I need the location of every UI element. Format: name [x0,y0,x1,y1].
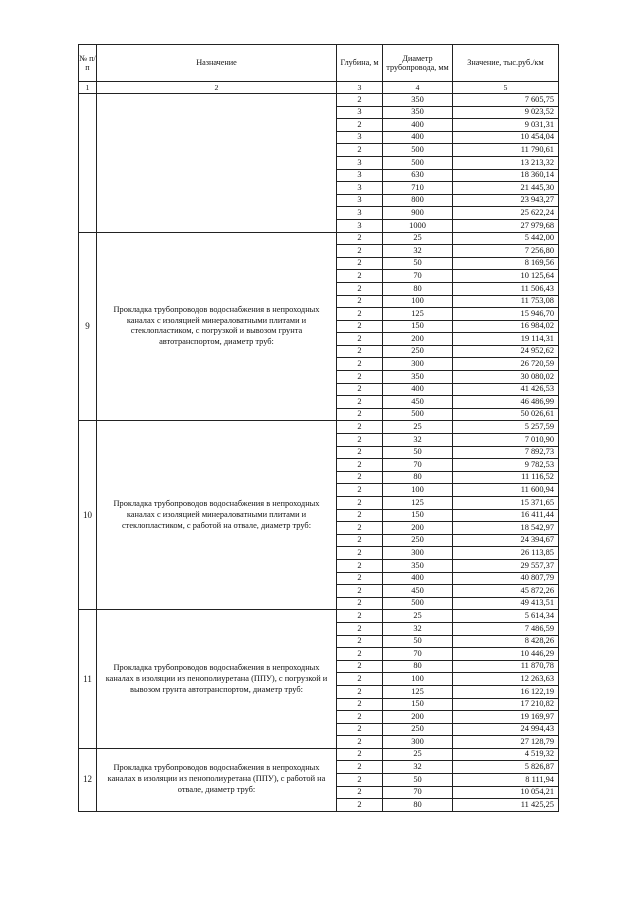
item-number: 10 [79,421,97,610]
depth-cell: 2 [337,446,383,459]
depth-cell: 2 [337,144,383,157]
value-cell: 9 023,52 [453,106,559,119]
diameter-cell: 80 [383,660,453,673]
diameter-cell: 800 [383,194,453,207]
value-cell: 8 169,56 [453,257,559,270]
depth-cell: 2 [337,434,383,447]
diameter-cell: 50 [383,257,453,270]
depth-cell: 2 [337,94,383,107]
depth-cell: 2 [337,748,383,761]
depth-cell: 2 [337,471,383,484]
item-purpose: Прокладка трубопроводов водоснабжения в непроходных каналах с изоляцией минераловатными плитами и стеклопластиком, с погрузкой и вывозом грунта автотранспортом, диаметр труб: [97,232,337,421]
diameter-cell: 300 [383,736,453,749]
table-row [79,421,559,434]
depth-cell: 2 [337,459,383,472]
depth-cell: 2 [337,585,383,598]
diameter-cell: 400 [383,131,453,144]
column-number: 4 [383,82,453,94]
depth-cell: 2 [337,295,383,308]
value-cell: 19 169,97 [453,711,559,724]
diameter-cell: 250 [383,534,453,547]
depth-cell: 2 [337,799,383,812]
depth-cell: 2 [337,597,383,610]
depth-cell: 2 [337,648,383,661]
depth-cell: 2 [337,358,383,371]
diameter-cell: 500 [383,144,453,157]
depth-cell: 2 [337,232,383,245]
diameter-cell: 350 [383,559,453,572]
value-cell: 29 557,37 [453,559,559,572]
depth-cell: 2 [337,119,383,132]
depth-cell: 2 [337,308,383,321]
diameter-cell: 150 [383,509,453,522]
diameter-cell: 350 [383,94,453,107]
depth-cell: 2 [337,484,383,497]
depth-cell: 2 [337,685,383,698]
item-number: 9 [79,232,97,421]
depth-cell: 3 [337,219,383,232]
column-number: 2 [97,82,337,94]
value-cell: 9 031,31 [453,119,559,132]
header-value: Значение, тыс.руб./км [453,45,559,82]
value-cell: 49 413,51 [453,597,559,610]
depth-cell: 2 [337,333,383,346]
value-cell: 11 870,78 [453,660,559,673]
value-cell: 41 426,53 [453,383,559,396]
depth-cell: 3 [337,182,383,195]
diameter-cell: 200 [383,333,453,346]
diameter-cell: 50 [383,635,453,648]
value-cell: 16 122,19 [453,685,559,698]
value-cell: 24 994,43 [453,723,559,736]
diameter-cell: 100 [383,673,453,686]
value-cell: 12 263,63 [453,673,559,686]
diameter-cell: 70 [383,459,453,472]
diameter-cell: 400 [383,572,453,585]
value-cell: 21 445,30 [453,182,559,195]
value-cell: 30 080,02 [453,371,559,384]
value-cell: 7 256,80 [453,245,559,258]
value-cell: 40 807,79 [453,572,559,585]
value-cell: 11 506,43 [453,282,559,295]
depth-cell: 2 [337,257,383,270]
column-number: 1 [79,82,97,94]
header-diameter: Диаметр трубопровода, мм [383,45,453,82]
diameter-cell: 100 [383,295,453,308]
depth-cell: 2 [337,635,383,648]
table-row [79,232,559,245]
diameter-cell: 300 [383,547,453,560]
depth-cell: 3 [337,156,383,169]
value-cell: 11 790,61 [453,144,559,157]
value-cell: 10 054,21 [453,786,559,799]
table-row [79,748,559,761]
value-cell: 24 952,62 [453,345,559,358]
depth-cell: 2 [337,786,383,799]
value-cell: 5 442,00 [453,232,559,245]
value-cell: 13 213,32 [453,156,559,169]
value-cell: 50 026,61 [453,408,559,421]
depth-cell: 2 [337,383,383,396]
value-cell: 16 411,44 [453,509,559,522]
diameter-cell: 125 [383,308,453,321]
diameter-cell: 250 [383,345,453,358]
value-cell: 17 210,82 [453,698,559,711]
depth-cell: 2 [337,774,383,787]
value-cell: 7 486,59 [453,622,559,635]
value-cell: 11 753,08 [453,295,559,308]
table-body [79,94,559,812]
diameter-cell: 80 [383,282,453,295]
depth-cell: 2 [337,711,383,724]
header-number: № п/п [79,45,97,82]
diameter-cell: 630 [383,169,453,182]
diameter-cell: 900 [383,207,453,220]
diameter-cell: 50 [383,446,453,459]
column-number: 5 [453,82,559,94]
header-depth: Глубина, м [337,45,383,82]
depth-cell: 2 [337,396,383,409]
value-cell: 9 782,53 [453,459,559,472]
depth-cell: 2 [337,509,383,522]
depth-cell: 2 [337,698,383,711]
table-row [79,94,559,107]
value-cell: 5 614,34 [453,610,559,623]
diameter-cell: 50 [383,774,453,787]
depth-cell: 2 [337,408,383,421]
depth-cell: 2 [337,270,383,283]
depth-cell: 2 [337,320,383,333]
value-cell: 10 125,64 [453,270,559,283]
diameter-cell: 80 [383,799,453,812]
value-cell: 4 519,32 [453,748,559,761]
diameter-cell: 70 [383,648,453,661]
value-cell: 11 425,25 [453,799,559,812]
diameter-cell: 70 [383,270,453,283]
item-purpose: Прокладка трубопроводов водоснабжения в непроходных каналах в изоляции из пенополиуретана (ППУ), с работой на отвале, диаметр труб: [97,748,337,811]
value-cell: 18 360,14 [453,169,559,182]
value-cell: 7 605,75 [453,94,559,107]
diameter-cell: 500 [383,597,453,610]
value-cell: 7 892,73 [453,446,559,459]
diameter-cell: 70 [383,786,453,799]
diameter-cell: 32 [383,434,453,447]
depth-cell: 2 [337,723,383,736]
header-purpose: Назначение [97,45,337,82]
depth-cell: 2 [337,761,383,774]
value-cell: 27 128,79 [453,736,559,749]
diameter-cell: 250 [383,723,453,736]
diameter-cell: 710 [383,182,453,195]
diameter-cell: 125 [383,685,453,698]
depth-cell: 3 [337,106,383,119]
diameter-cell: 150 [383,698,453,711]
diameter-cell: 25 [383,421,453,434]
depth-cell: 2 [337,497,383,510]
value-cell: 16 984,02 [453,320,559,333]
diameter-cell: 350 [383,106,453,119]
depth-cell: 2 [337,572,383,585]
diameter-cell: 25 [383,232,453,245]
value-cell: 15 946,70 [453,308,559,321]
diameter-cell: 400 [383,383,453,396]
table-row [79,610,559,623]
value-cell: 10 454,04 [453,131,559,144]
depth-cell: 2 [337,736,383,749]
depth-cell: 3 [337,169,383,182]
depth-cell: 3 [337,194,383,207]
value-cell: 26 720,59 [453,358,559,371]
value-cell: 11 600,94 [453,484,559,497]
diameter-cell: 450 [383,585,453,598]
diameter-cell: 32 [383,761,453,774]
diameter-cell: 450 [383,396,453,409]
depth-cell: 2 [337,245,383,258]
depth-cell: 2 [337,622,383,635]
diameter-cell: 200 [383,522,453,535]
diameter-cell: 500 [383,408,453,421]
value-cell: 46 486,99 [453,396,559,409]
item-purpose: Прокладка трубопроводов водоснабжения в непроходных каналах в изоляции из пенополиуретана (ППУ), с погрузкой и вывозом грунта автотранспортом, диаметр труб: [97,610,337,749]
item-number: 12 [79,748,97,811]
diameter-cell: 350 [383,371,453,384]
depth-cell: 2 [337,345,383,358]
tariff-table [78,44,559,812]
depth-cell: 2 [337,547,383,560]
table-header [79,45,559,94]
value-cell: 45 872,26 [453,585,559,598]
value-cell: 19 114,31 [453,333,559,346]
diameter-cell: 200 [383,711,453,724]
diameter-cell: 150 [383,320,453,333]
depth-cell: 2 [337,559,383,572]
value-cell: 15 371,65 [453,497,559,510]
diameter-cell: 125 [383,497,453,510]
value-cell: 7 010,90 [453,434,559,447]
item-purpose [97,94,337,233]
diameter-cell: 25 [383,748,453,761]
value-cell: 8 428,26 [453,635,559,648]
item-number [79,94,97,233]
value-cell: 18 542,97 [453,522,559,535]
value-cell: 26 113,85 [453,547,559,560]
diameter-cell: 400 [383,119,453,132]
depth-cell: 2 [337,522,383,535]
value-cell: 10 446,29 [453,648,559,661]
value-cell: 23 943,27 [453,194,559,207]
diameter-cell: 500 [383,156,453,169]
diameter-cell: 25 [383,610,453,623]
depth-cell: 2 [337,282,383,295]
column-number: 3 [337,82,383,94]
value-cell: 11 116,52 [453,471,559,484]
value-cell: 5 826,87 [453,761,559,774]
item-purpose: Прокладка трубопроводов водоснабжения в непроходных каналах с изоляцией минераловатными плитами и стеклопластиком, с работой на отвале, диаметр труб: [97,421,337,610]
depth-cell: 2 [337,421,383,434]
diameter-cell: 32 [383,245,453,258]
depth-cell: 3 [337,207,383,220]
value-cell: 25 622,24 [453,207,559,220]
depth-cell: 3 [337,131,383,144]
diameter-cell: 100 [383,484,453,497]
value-cell: 27 979,68 [453,219,559,232]
value-cell: 24 394,67 [453,534,559,547]
value-cell: 8 111,94 [453,774,559,787]
value-cell: 5 257,59 [453,421,559,434]
depth-cell: 2 [337,371,383,384]
depth-cell: 2 [337,610,383,623]
diameter-cell: 80 [383,471,453,484]
depth-cell: 2 [337,660,383,673]
diameter-cell: 32 [383,622,453,635]
item-number: 11 [79,610,97,749]
depth-cell: 2 [337,534,383,547]
depth-cell: 2 [337,673,383,686]
diameter-cell: 300 [383,358,453,371]
diameter-cell: 1000 [383,219,453,232]
